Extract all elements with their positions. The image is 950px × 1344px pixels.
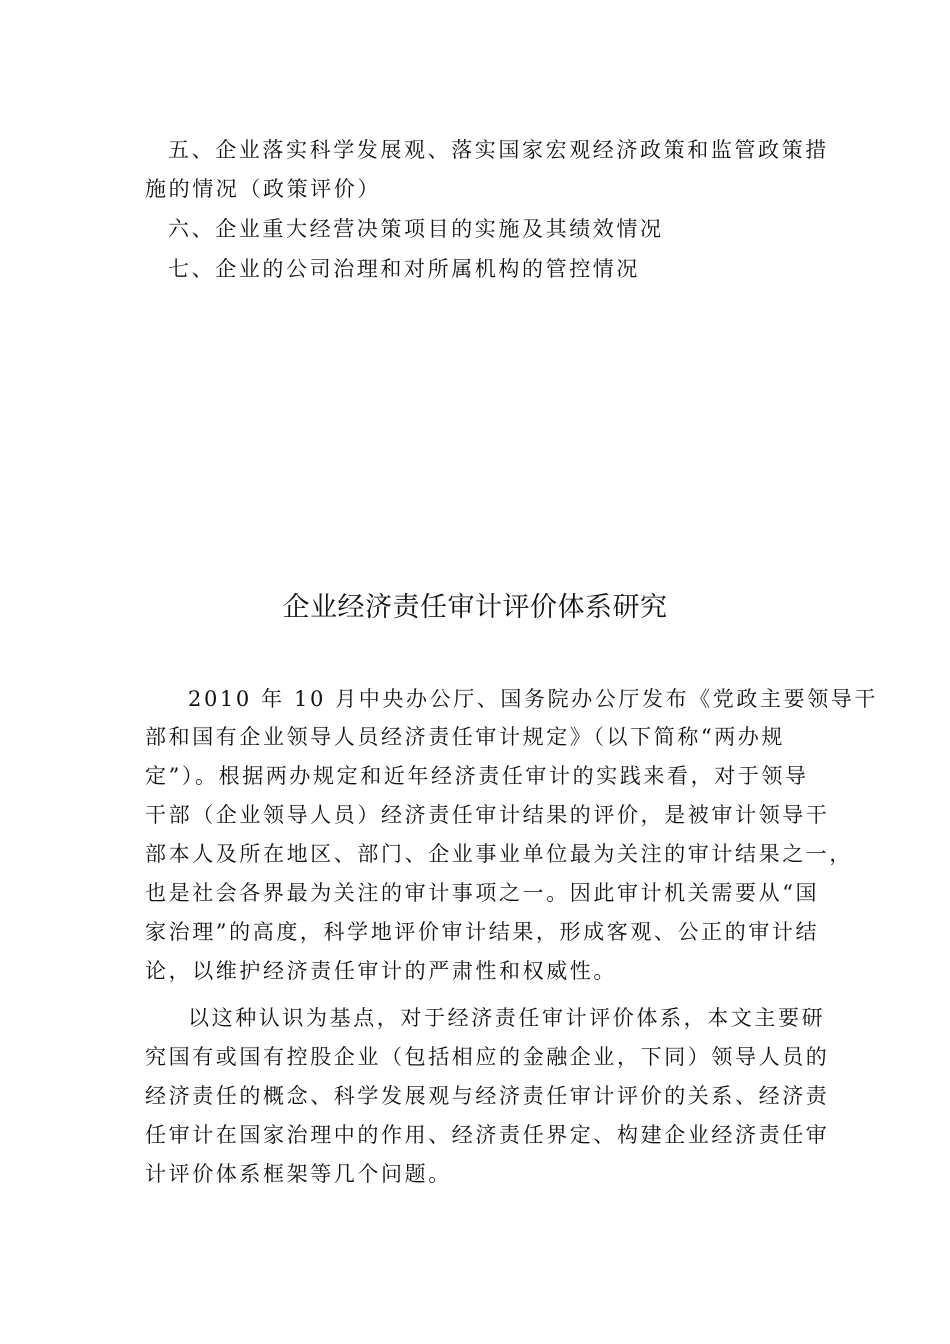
paragraph-2-line-5: 计评价体系框架等几个问题。 xyxy=(145,1162,452,1186)
paragraph-2-line-4: 任审计在国家治理中的作用、经济责任界定、构建企业经济责任审 xyxy=(145,1123,830,1147)
paragraph-1-line-7: 家治理”的高度，科学地评价审计结果，形成客观、公正的审计结 xyxy=(145,920,820,944)
list-item-6: 六、企业重大经营决策项目的实施及其绩效情况 xyxy=(168,217,664,241)
paragraph-1-line-4: 干部（企业领导人员）经济责任审计结果的评价，是被审计领导干 xyxy=(145,803,830,827)
list-item-5: 五、企业落实科学发展观、落实国家宏观经济政策和监管政策措 xyxy=(168,138,829,162)
paragraph-2-line-1: 以这种认识为基点，对于经济责任审计评价体系，本文主要研 xyxy=(188,1006,826,1030)
paragraph-2-line-2: 究国有或国有控股企业（包括相应的金融企业，下同）领导人员的 xyxy=(145,1045,830,1069)
paragraph-1-line-2: 部和国有企业领导人员经济责任审计规定》（以下简称“两办规 xyxy=(145,725,786,749)
paragraph-1-line-8: 论，以维护经济责任审计的严肃性和权威性。 xyxy=(145,959,617,983)
paragraph-1-line-3: 定”）。根据两办规定和近年经济责任审计的实践来看，对于领导 xyxy=(145,764,809,788)
list-item-5-continued: 施的情况（政策评价） xyxy=(145,177,381,201)
paragraph-1-line-1: 2010 年 10 月中央办公厅、国务院办公厅发布《党政主要领导干 xyxy=(188,687,878,711)
paragraph-1-line-5: 部本人及所在地区、部门、企业事业单位最为关注的审计结果之一， xyxy=(145,842,853,866)
paragraph-1-line-6: 也是社会各界最为关注的审计事项之一。因此审计机关需要从“国 xyxy=(145,881,820,905)
paragraph-2-line-3: 经济责任的概念、科学发展观与经济责任审计评价的关系、经济责 xyxy=(145,1084,830,1108)
list-item-7: 七、企业的公司治理和对所属机构的管控情况 xyxy=(168,257,640,281)
page-title: 企业经济责任审计评价体系研究 xyxy=(282,592,668,623)
